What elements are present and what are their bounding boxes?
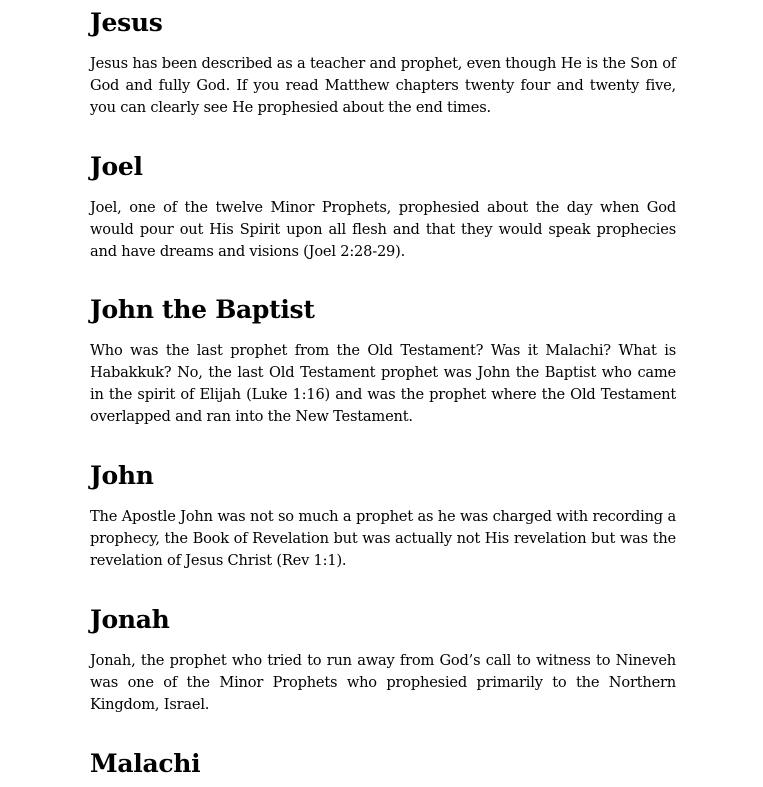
section-paragraph: Jonah, the prophet who tried to run away from God’s call to witness to Nineveh was one of the Minor Prophets who prophesied primarily to the Northern Kingdom, Israel. xyxy=(90,652,676,713)
section-paragraph: Jesus has been described as a teacher and prophet, even though He is the Son of God and fully God. If you read Matthew chapters twenty four and twenty five, you can clearly see He prophesied about the end times. xyxy=(90,55,676,116)
section-malachi xyxy=(90,741,200,779)
section-john xyxy=(90,453,676,572)
section-paragraph: Joel, one of the twelve Minor Prophets, prophesied about the day when God would pour out His Spirit upon all flesh and that they would speak prophecies and have dreams and visions (Joel 2:28-29). xyxy=(90,199,676,260)
section-heading: Joel xyxy=(90,152,143,181)
section-heading: John xyxy=(90,461,154,490)
section-heading: Jesus xyxy=(90,8,163,37)
section-heading: Malachi xyxy=(90,749,201,778)
section-jesus xyxy=(90,0,676,119)
section-heading: John the Baptist xyxy=(90,295,315,324)
section-joel xyxy=(90,144,676,263)
section-paragraph: Who was the last prophet from the Old Testament? Was it Malachi? What is Habakkuk? No, the last Old Testament prophet was John the Baptist who came in the spirit of Elijah (Luke 1:16) and was the prophet where the Old Testament overlapped and ran into the New Testament. xyxy=(90,342,676,425)
section-paragraph: The Apostle John was not so much a prophet as he was charged with recording a prophecy, the Book of Revelation but was actually not His revelation but was the revelation of Jesus Christ (Rev 1:1). xyxy=(90,508,676,569)
section-jonah xyxy=(90,597,676,716)
section-john-the-baptist xyxy=(90,287,676,428)
section-heading: Jonah xyxy=(90,605,170,634)
